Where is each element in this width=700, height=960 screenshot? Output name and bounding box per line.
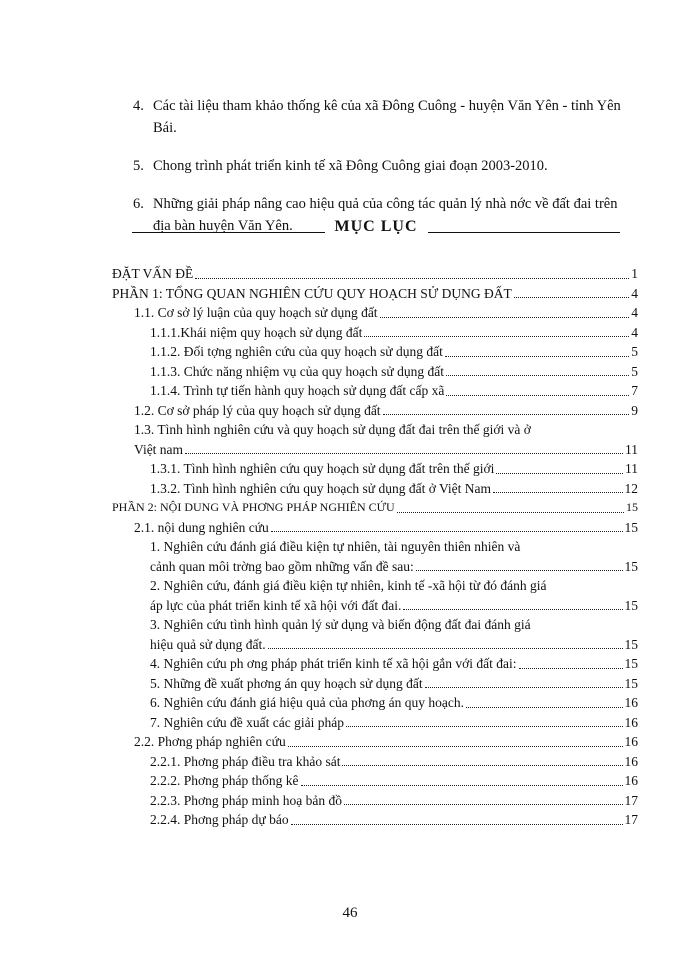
toc-entry-page: 15 bbox=[624, 656, 638, 671]
toc-entry-page: 4 bbox=[631, 285, 638, 301]
toc-entry[interactable] bbox=[112, 654, 638, 674]
toc-entry-line: 2. Nghiên cứu, đánh giá điều kiện tự nhiên, kinh tế -xã hội từ đó đánh giá bbox=[150, 578, 547, 593]
toc-entry[interactable] bbox=[112, 498, 638, 518]
dot-leader bbox=[425, 687, 623, 688]
toc-entry-page: 16 bbox=[624, 714, 638, 730]
reference-text: Những giải pháp nâng cao hiệu quả của công tác quản lý nhà nớc về đất đai trên địa bàn huyện Văn Yên. bbox=[153, 196, 618, 234]
toc-entry[interactable] bbox=[112, 674, 638, 694]
dot-leader bbox=[271, 531, 623, 532]
toc-entry-text: 6. Nghiên cứu đánh giá hiệu quả của phơng án quy hoạch. bbox=[150, 695, 464, 710]
toc-entry-text: 2.2. Phơng pháp nghiên cứu bbox=[134, 734, 286, 749]
dot-leader bbox=[301, 785, 623, 786]
toc-entry-page: 4 bbox=[631, 305, 638, 320]
toc-entry-text: 1.2. Cơ sở pháp lý của quy hoạch sử dụng đất bbox=[134, 402, 381, 418]
toc-entry-line: 3. Nghiên cứu tình hình quản lý sử dụng và biến động đất đai đánh giá bbox=[150, 617, 531, 632]
dot-leader bbox=[403, 609, 622, 610]
heading-rule-right bbox=[428, 232, 621, 233]
toc-entry-text: áp lực của phát triển kinh tế xã hội với đất đai. bbox=[150, 597, 402, 613]
dot-leader bbox=[493, 492, 622, 493]
dot-leader bbox=[364, 336, 629, 337]
toc-entry-page: 15 bbox=[626, 500, 638, 514]
toc-entry-text: 1.3.2. Tình hình nghiên cứu quy hoạch sử dụng đất ở Việt Nam bbox=[150, 480, 492, 496]
toc-entry-page: 17 bbox=[624, 792, 638, 808]
reference-number: 6. bbox=[133, 196, 144, 212]
toc-entry[interactable] bbox=[112, 693, 638, 713]
toc-entry[interactable] bbox=[112, 401, 638, 421]
toc-entry[interactable] bbox=[112, 713, 638, 733]
dot-leader bbox=[288, 746, 623, 747]
toc-entry[interactable] bbox=[112, 635, 638, 655]
toc-entry[interactable] bbox=[112, 264, 638, 284]
toc-entry-page: 11 bbox=[625, 441, 638, 457]
dot-leader bbox=[397, 512, 624, 513]
reference-text: Các tài liệu tham khảo thống kê của xã Đông Cuông - huyện Văn Yên - tỉnh Yên Bái. bbox=[153, 98, 621, 136]
toc-entry-text: ĐẶT VẤN ĐỀ bbox=[112, 266, 194, 281]
toc-entry[interactable] bbox=[112, 771, 638, 791]
toc-entry[interactable] bbox=[112, 752, 638, 772]
heading-rule-left bbox=[132, 232, 325, 233]
dot-leader bbox=[185, 453, 623, 454]
toc-entry-text: 1.1.1.Khái niệm quy hoạch sử dụng đất bbox=[150, 324, 363, 340]
dot-leader bbox=[446, 375, 629, 376]
reference-text: Chong trình phát triển kinh tế xã Đông Cuông giai đoạn 2003-2010. bbox=[153, 158, 548, 174]
dot-leader bbox=[496, 473, 623, 474]
dot-leader bbox=[195, 278, 629, 279]
reference-number: 4. bbox=[133, 98, 144, 114]
toc-entry[interactable] bbox=[112, 381, 638, 401]
toc-entry-page: 17 bbox=[624, 812, 638, 827]
toc-entry-page: 16 bbox=[624, 695, 638, 710]
toc-entry-text: 2.2.1. Phơng pháp điều tra khảo sát bbox=[150, 753, 341, 769]
reference-number: 5. bbox=[133, 158, 144, 174]
toc-entry-line: 1.3. Tình hình nghiên cứu và quy hoạch sử dụng đất đai trên thế giới và ở bbox=[134, 422, 531, 437]
toc-entry[interactable] bbox=[112, 557, 638, 577]
toc-entry[interactable] bbox=[112, 596, 638, 616]
toc-entry[interactable] bbox=[112, 732, 638, 752]
toc-entry-text: 4. Nghiên cứu ph ơng pháp phát triển kinh tế xã hội gắn với đất đai: bbox=[150, 656, 517, 671]
reference-item bbox=[133, 95, 638, 139]
toc-entry-page: 15 bbox=[624, 675, 638, 691]
toc-entry-page: 11 bbox=[625, 461, 638, 476]
toc-entry-page: 15 bbox=[624, 558, 638, 574]
toc-entry-text: hiệu quả sử dụng đất. bbox=[150, 636, 266, 652]
toc-entry-page: 5 bbox=[631, 344, 638, 359]
toc-entry-text: 7. Nghiên cứu đề xuất các giải pháp bbox=[150, 714, 344, 730]
toc-entry[interactable] bbox=[112, 459, 638, 479]
dot-leader bbox=[383, 414, 630, 415]
dot-leader bbox=[344, 804, 623, 805]
toc-entry-text: 1.3.1. Tình hình nghiên cứu quy hoạch sử dụng đất trên thế giới bbox=[150, 461, 495, 476]
dot-leader bbox=[346, 726, 623, 727]
toc-entry[interactable] bbox=[112, 810, 638, 830]
toc-entry[interactable] bbox=[112, 518, 638, 538]
toc-entry-page: 15 bbox=[624, 636, 638, 652]
toc-entry[interactable] bbox=[112, 342, 638, 362]
toc-entry-text: 2.2.3. Phơng pháp minh hoạ bản đồ bbox=[150, 792, 342, 808]
dot-leader bbox=[514, 297, 630, 298]
toc-entry-page: 15 bbox=[624, 519, 638, 535]
toc-entry[interactable] bbox=[112, 284, 638, 304]
toc-entry[interactable] bbox=[112, 791, 638, 811]
toc-entry-text: PHẦN 2: NỘI DUNG VÀ PHƠNG PHÁP NGHIÊN CỨU bbox=[112, 500, 395, 514]
toc-entry-text: PHẦN 1: TỔNG QUAN NGHIÊN CỨU QUY HOẠCH SỬ DỤNG ĐẤT bbox=[112, 285, 512, 301]
toc-entry[interactable] bbox=[112, 479, 638, 499]
toc-entry-text: 5. Những đề xuất phơng án quy hoạch sử dụng đất bbox=[150, 675, 423, 691]
toc-entry-text: 1.1.2. Đối tợng nghiên cứu của quy hoạch sử dụng đất bbox=[150, 344, 443, 359]
dot-leader bbox=[446, 395, 629, 396]
toc-entry-page: 12 bbox=[624, 480, 638, 496]
toc-entry-text: 2.2.2. Phơng pháp thống kê bbox=[150, 773, 299, 788]
toc-entry-text: 2.2.4. Phơng pháp dự báo bbox=[150, 812, 289, 827]
toc-entry-text: 1.1. Cơ sở lý luận của quy hoạch sử dụng đất bbox=[134, 305, 378, 320]
dot-leader bbox=[416, 570, 623, 571]
toc-entry[interactable] bbox=[112, 440, 638, 460]
toc-entry-page: 16 bbox=[624, 773, 638, 788]
toc-entry-page: 15 bbox=[624, 597, 638, 613]
toc-entry-page: 1 bbox=[631, 266, 638, 281]
toc-entry-text: 1.1.4. Trình tự tiến hành quy hoạch sử dụng đất cấp xã bbox=[150, 383, 445, 398]
toc-entry-text: Việt nam bbox=[134, 441, 184, 457]
page-number: 46 bbox=[342, 905, 358, 921]
reference-item bbox=[133, 155, 638, 177]
dot-leader bbox=[291, 824, 623, 825]
toc-entry-text: 2.1. nội dung nghiên cứu bbox=[134, 519, 269, 535]
dot-leader bbox=[342, 765, 622, 766]
toc-entry-page: 5 bbox=[631, 363, 638, 379]
toc-title: MỤC LỤC bbox=[334, 218, 418, 235]
dot-leader bbox=[519, 668, 623, 669]
dot-leader bbox=[466, 707, 623, 708]
dot-leader bbox=[380, 317, 630, 318]
toc-entry-page: 7 bbox=[631, 383, 638, 398]
toc-entry-text: 1.1.3. Chức năng nhiệm vụ của quy hoạch sử dụng đất bbox=[150, 363, 444, 379]
table-of-contents bbox=[112, 264, 638, 830]
dot-leader bbox=[445, 356, 629, 357]
toc-entry-page: 16 bbox=[624, 753, 638, 769]
toc-entry[interactable] bbox=[112, 362, 638, 382]
toc-entry[interactable] bbox=[112, 303, 638, 323]
dot-leader bbox=[268, 648, 623, 649]
toc-heading bbox=[132, 218, 620, 236]
toc-entry-line: 1. Nghiên cứu đánh giá điều kiện tự nhiên, tài nguyên thiên nhiên và bbox=[150, 539, 521, 554]
toc-entry-page: 16 bbox=[624, 734, 638, 749]
toc-entry-page: 9 bbox=[631, 402, 638, 418]
toc-entry[interactable] bbox=[112, 323, 638, 343]
toc-entry-page: 4 bbox=[631, 324, 638, 340]
toc-entry-text: cảnh quan môi trờng bao gồm những vấn đề sau: bbox=[150, 558, 414, 574]
